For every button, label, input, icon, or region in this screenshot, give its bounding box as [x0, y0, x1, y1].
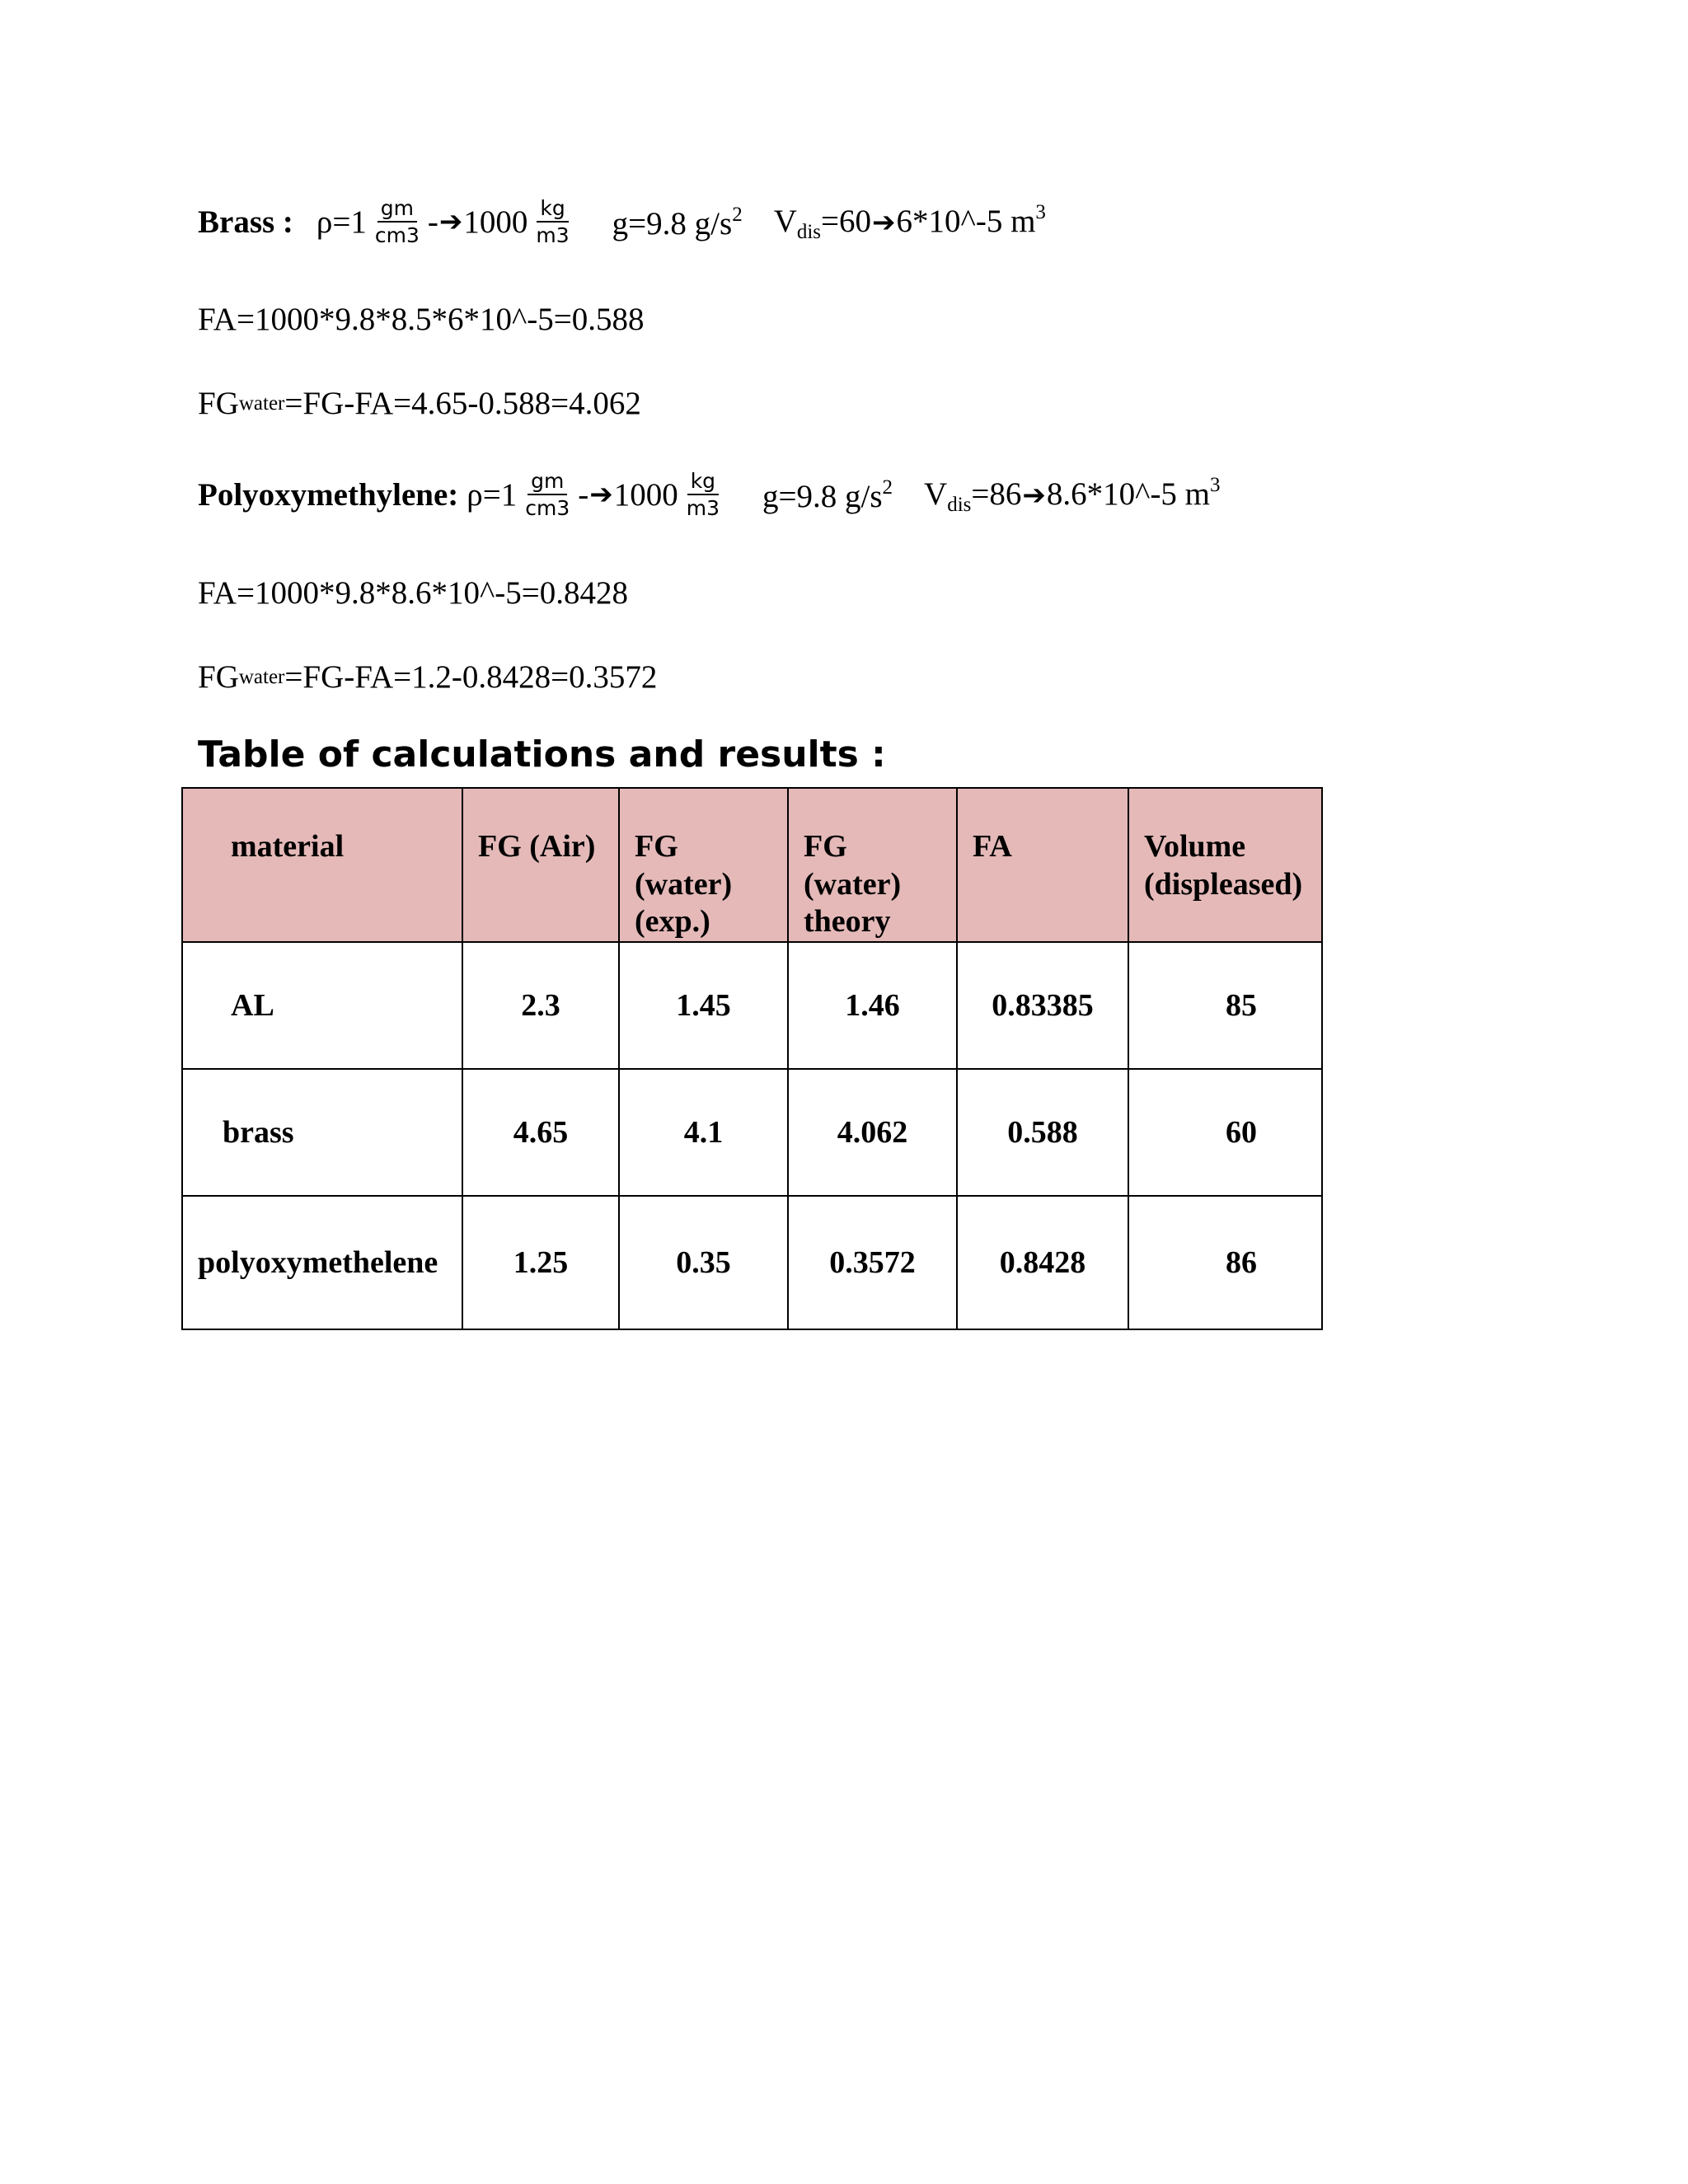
table-row — [182, 1069, 1322, 1196]
cell-volume: 60 — [1128, 1069, 1322, 1196]
table-row — [182, 942, 1322, 1069]
cell-fg-air: 2.3 — [462, 942, 619, 1069]
cell-fg-water-exp: 1.45 — [619, 942, 788, 1069]
poly-gravity: g=9.8 $g/s^2$ — [762, 476, 893, 514]
brass-label: Brass : — [198, 204, 293, 240]
brass-gravity: g=9.8 $g/s^2$ — [612, 203, 743, 241]
poly-density: ρ=1 — [467, 476, 518, 513]
arrow-icon: ➔ — [1022, 478, 1046, 512]
cell-fg-water-theory: 0.3572 — [788, 1196, 957, 1329]
brass-volume: $V_{dis}=60➔6*10\^{}-5$ $m^3$ — [773, 200, 1046, 243]
header-fg-water-exp: FG (water) (exp.) — [619, 788, 788, 942]
header-volume: Volume (displeased) — [1128, 788, 1322, 942]
poly-unit-gm-cm3: $\frac{gm}{cm3}$ — [525, 469, 570, 520]
cell-fg-air: 4.65 — [462, 1069, 619, 1196]
brass-fa-equation: FA=1000*9.8*8.5*6*10^-5=0.588 — [198, 302, 645, 337]
poly-fg-water-equation: FG water =FG-FA=1.2-0.8428=0.3572 — [198, 659, 658, 695]
cell-fa: 0.83385 — [957, 942, 1128, 1069]
table-header-row — [182, 788, 1322, 942]
header-fa: FA — [957, 788, 1128, 942]
poly-unit-kg-m3: $\frac{kg}{m3}$ — [686, 469, 720, 520]
header-fg-air: FG (Air) — [462, 788, 619, 942]
cell-fg-water-theory: 1.46 — [788, 942, 957, 1069]
poly-density-converted: 1000 — [613, 476, 678, 513]
brass-unit-kg-m3: $\frac{kg}{m3}$ — [536, 196, 570, 247]
cell-material: polyoxymethelene — [182, 1196, 462, 1329]
header-material: material — [182, 788, 462, 942]
cell-fg-water-exp: 4.1 — [619, 1069, 788, 1196]
header-fg-water-theory: FG (water) theory — [788, 788, 957, 942]
cell-material: brass — [182, 1069, 462, 1196]
brass-unit-gm-cm3: $\frac{gm}{cm3}$ — [374, 196, 420, 247]
cell-material: AL — [182, 942, 462, 1069]
brass-density-converted: 1000 — [463, 204, 528, 240]
brass-density: ρ=1 — [316, 204, 367, 240]
brass-fg-water-equation: FG water =FG-FA=4.65-0.588=4.062 — [198, 386, 641, 421]
poly-fa-equation: FA=1000*9.8*8.6*10^-5=0.8428 — [198, 575, 628, 611]
poly-label: Polyoxymethylene: — [198, 476, 459, 513]
arrow-icon: ➔ — [589, 478, 613, 511]
cell-fg-water-exp: 0.35 — [619, 1196, 788, 1329]
cell-volume: 86 — [1128, 1196, 1322, 1329]
poly-volume: $V_{dis}=86➔8.6*10\^{}-5$ $m^3$ — [924, 473, 1221, 516]
arrow-icon: ➔ — [872, 205, 896, 239]
cell-fa: 0.8428 — [957, 1196, 1128, 1329]
arrow-icon: ➔ — [438, 205, 463, 238]
cell-volume: 85 — [1128, 942, 1322, 1069]
brass-given-line: Brass : ρ=1 $\frac{gm}{cm3}$ - ➔ 1000 $\frac{kg}{m3}$ g=9.8 $g/s^2$ $V_{dis}=60➔6*10\^{}-5$ $m^3$ — [198, 196, 1046, 247]
results-table — [181, 787, 1323, 1330]
poly-given-line: Polyoxymethylene: ρ=1 $\frac{gm}{cm3}$ - ➔ 1000 $\frac{kg}{m3}$ g=9.8 $g/s^2$ $V_{dis}=86➔8.6*10\^{}-5$ $m^3$ — [198, 469, 1221, 520]
cell-fg-water-theory: 4.062 — [788, 1069, 957, 1196]
table-heading: Table of calculations and results : — [198, 733, 886, 776]
cell-fa: 0.588 — [957, 1069, 1128, 1196]
cell-fg-air: 1.25 — [462, 1196, 619, 1329]
table-row — [182, 1196, 1322, 1329]
